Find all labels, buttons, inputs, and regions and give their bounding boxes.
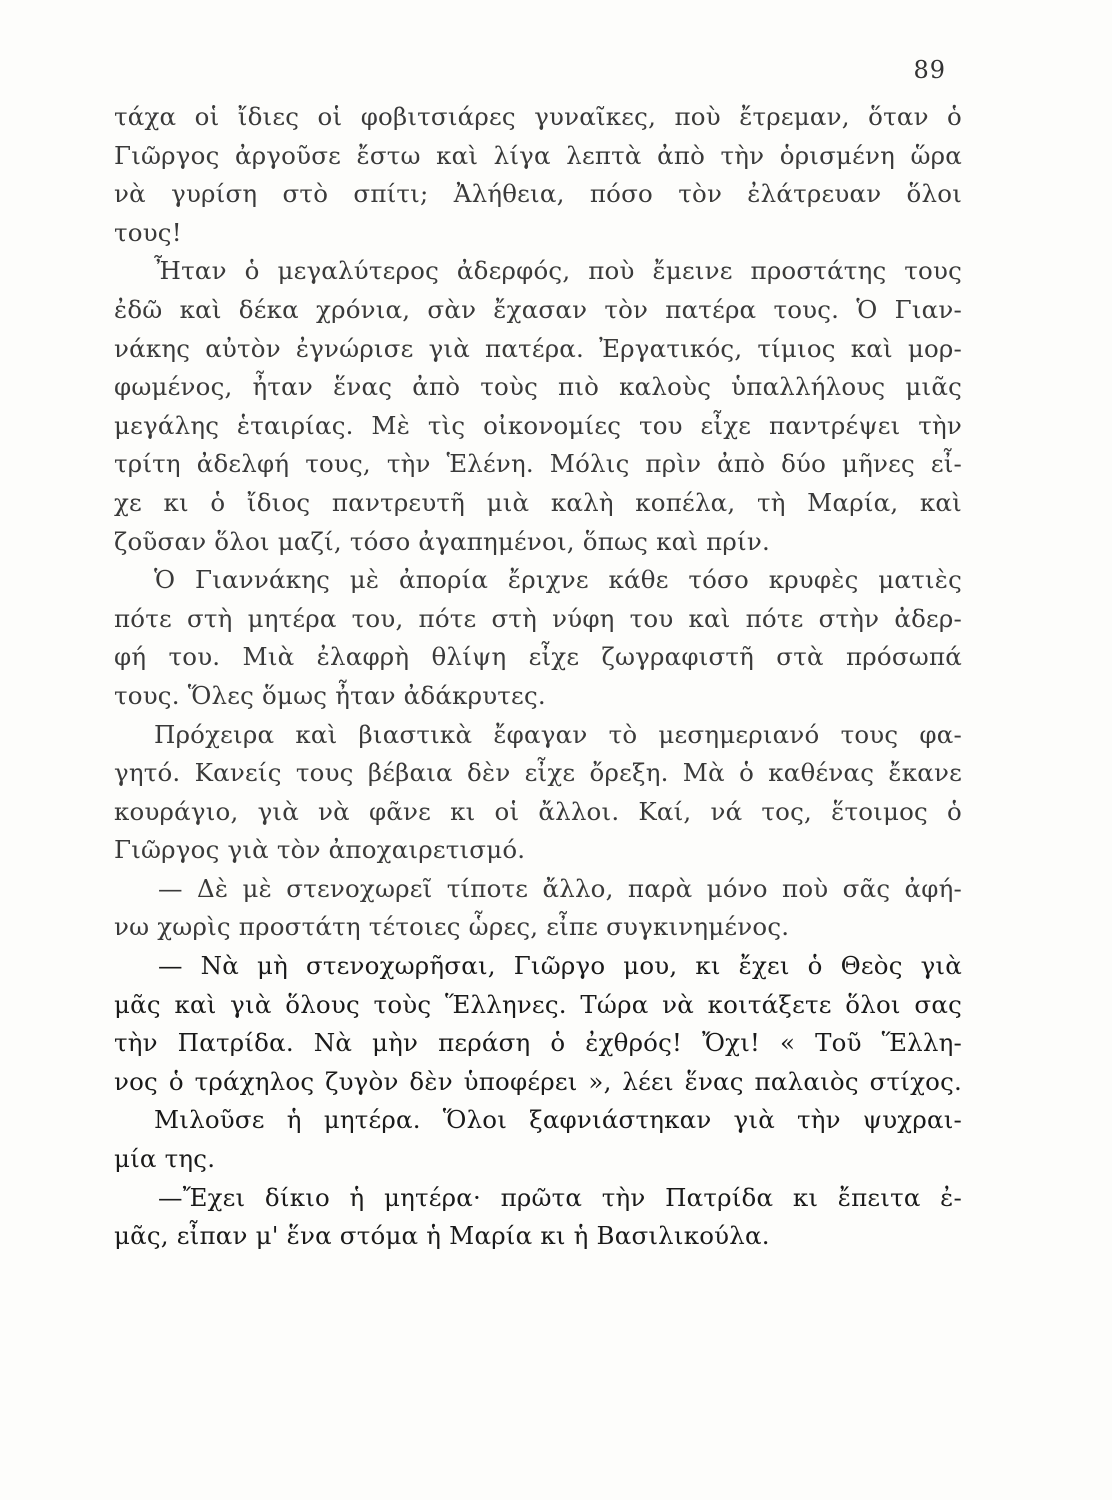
text-line: νος ὁ τράχηλος ζυγὸν δὲν ὑποφέρει », λέει ἕνας παλαιὸς στίχος. — [114, 1066, 962, 1096]
text-line: Μιλοῦσε ἡ μητέρα. Ὅλοι ξαφνιάστηκαν γιὰ τὴν ψυχραι- — [154, 1105, 962, 1135]
text-line: μεγάλης ἑταιρίας. Μὲ τὶς οἰκονομίες του εἶχε παντρέψει τὴν — [114, 410, 962, 440]
text-line: τάχα οἱ ἴδιες οἱ φοβιτσιάρες γυναῖκες, ποὺ ἔτρεμαν, ὅταν ὁ — [114, 102, 962, 131]
body-text — [114, 98, 962, 1256]
text-line: φωμένος, ἦταν ἕνας ἀπὸ τοὺς πιὸ καλοὺς ὑπαλλήλους μιᾶς — [114, 372, 962, 402]
text-line: πότε στὴ μητέρα του, πότε στὴ νύφη του καὶ πότε στὴν ἀδερ- — [114, 603, 962, 633]
page-number: 89 — [913, 56, 946, 84]
text-line: τὴν Πατρίδα. Νὰ μὴν περάση ὁ ἐχθρός! Ὄχι! « Τοῦ Ἕλλη- — [114, 1028, 962, 1058]
text-line: ζοῦσαν ὅλοι μαζί, τόσο ἀγαπημένοι, ὅπως καὶ πρίν. — [114, 526, 770, 556]
text-line: Ὁ Γιαννάκης μὲ ἀπορία ἔριχνε κάθε τόσο κρυφὲς ματιὲς — [154, 565, 962, 595]
text-line: Γιῶργος γιὰ τὸν ἀποχαιρετισμό. — [114, 835, 526, 865]
text-line: Γιῶργος ἀργοῦσε ἔστω καὶ λίγα λεπτὰ ἀπὸ τὴν ὁρισμένη ὥρα — [114, 140, 962, 170]
text-line: Πρόχειρα καὶ βιαστικὰ ἔφαγαν τὸ μεσημεριανό τους φα- — [154, 719, 962, 749]
text-line: τους! — [114, 217, 182, 247]
text-line: χε κι ὁ ἴδιος παντρευτῆ μιὰ καλὴ κοπέλα, τὴ Μαρία, καὶ — [114, 487, 962, 517]
text-line: — Νὰ μὴ στενοχωρῆσαι, Γιῶργο μου, κι ἔχει ὁ Θεὸς γιὰ — [158, 951, 962, 981]
text-line: Ἦταν ὁ μεγαλύτερος ἀδερφός, ποὺ ἔμεινε προστάτης τους — [154, 256, 962, 286]
text-line: — Δὲ μὲ στενοχωρεῖ τίποτε ἄλλο, παρὰ μόνο ποὺ σᾶς ἀφή- — [158, 873, 962, 903]
text-line: μία της. — [114, 1144, 216, 1174]
text-line: γητό. Κανείς τους βέβαια δὲν εἶχε ὄρεξη. Μὰ ὁ καθένας ἔκανε — [114, 758, 962, 788]
text-line: μᾶς, εἶπαν μ' ἕνα στόμα ἡ Μαρία κι ἡ Βασιλικούλα. — [114, 1221, 770, 1251]
text-line: φή του. Μιὰ ἐλαφρὴ θλίψη εἶχε ζωγραφιστῆ στὰ πρόσωπά — [114, 642, 962, 672]
text-line: μᾶς καὶ γιὰ ὅλους τοὺς Ἕλληνες. Τώρα νὰ κοιτάξετε ὅλοι σας — [114, 989, 962, 1019]
text-line: τους. Ὅλες ὅμως ἦταν ἀδάκρυτες. — [114, 680, 546, 710]
text-line: νὰ γυρίση στὸ σπίτι; Ἀλήθεια, πόσο τὸν ἐλάτρευαν ὅλοι — [114, 179, 962, 209]
text-line: τρίτη ἀδελφή τους, τὴν Ἑλένη. Μόλις πρὶν ἀπὸ δύο μῆνες εἶ- — [114, 449, 962, 479]
text-line: ἐδῶ καὶ δέκα χρόνια, σὰν ἔχασαν τὸν πατέρα τους. Ὁ Γιαν- — [114, 294, 962, 324]
text-line: νω χωρὶς προστάτη τέτοιες ὧρες, εἶπε συγκινημένος. — [114, 912, 790, 942]
text-line: κουράγιο, γιὰ νὰ φᾶνε κι οἱ ἄλλοι. Καί, νά τος, ἕτοιμος ὁ — [114, 796, 962, 826]
text-line: νάκης αὐτὸν ἐγνώρισε γιὰ πατέρα. Ἐργατικός, τίμιος καὶ μορ- — [114, 333, 962, 363]
text-line: —Ἔχει δίκιο ἡ μητέρα· πρῶτα τὴν Πατρίδα κι ἔπειτα ἐ- — [158, 1182, 962, 1212]
